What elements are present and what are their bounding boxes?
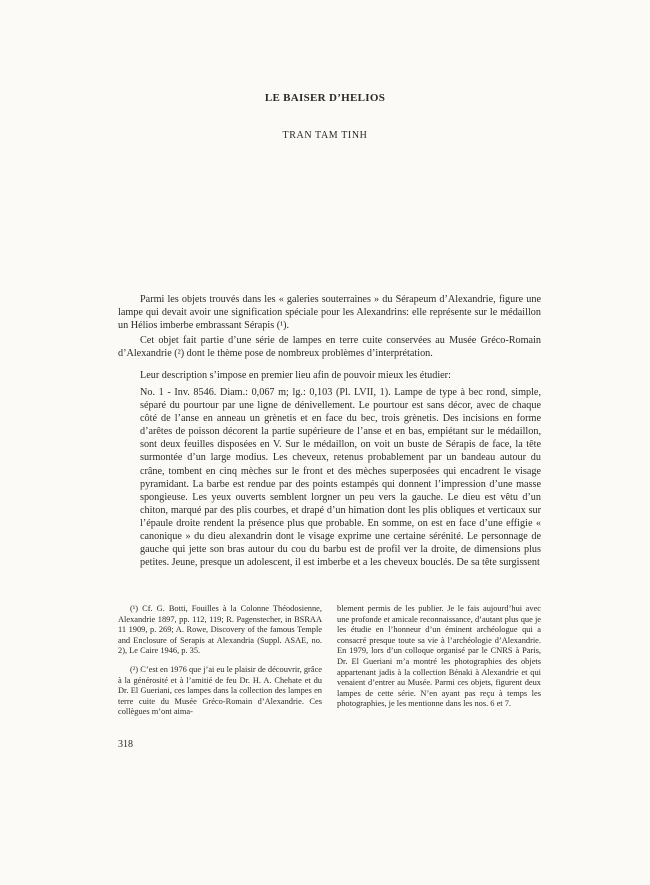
article-author: TRAN TAM TINH [282, 130, 368, 141]
body-paragraph-3: Leur description s’impose en premier lieu afin de pouvoir mieux les étudier: [140, 370, 451, 381]
page-number: 318 [118, 739, 133, 750]
footnotes-right-column [337, 604, 541, 726]
footnote-2-continued: blement permis de les publier. Je le fais aujourd’hui avec une profonde et amicale reconnaissance, d’autant plus que je les étudie en l’honneur d’un éminent archéologue qui a consacré presque toute sa vie à l’archéologie d’Alexandrie. En 1979, lors d’un colloque organisé par le CNRS à Paris, Dr. El Gueriani m’a montré les photographies des objets appartenant jadis à la collection Bénaki à Alexandrie et qui venaient d’entrer au Musée. Parmi ces objets, figurent deux lampes de cette série. N’en ayant pas reçu à temps les photographies, je les mentionne dans les nos. 6 et 7. [337, 604, 541, 709]
body-paragraph-2: Cet objet fait partie d’une série de lampes en terre cuite conservées au Musée Gréco-Romain d’Alexandrie (²) dont le thème pose de nombreux problèmes d’interprétation. [118, 335, 541, 360]
footnotes-left-column [118, 604, 322, 726]
footnotes [118, 604, 541, 726]
article-title: LE BAISER D’HELIOS [264, 92, 386, 104]
catalogue-entry-no-1: No. 1 - Inv. 8546. Diam.: 0,067 m; lg.: 0,103 (Pl. LVII, 1). Lampe de type à bec rond, simple, séparé du pourtour par une ligne de dénivellement. Le pourtour est sans décor, avec de chaque côté de l’anse en anneau un grènetis et en face du bec, trois grènetis. Des incisions en forme d’arêtes de poisson décorent la partie supérieure de l’anse et en bas, empiétant sur le médaillon, sont deux feuilles disposées en V. Sur le médaillon, on voit un buste de Sérapis de face, la tête surmontée d’un large modius. Les cheveux, retenus probablement par un bandeau autour du crâne, tombent en cinq mèches sur le front et des mèches superposées qui encadrent le visage pyramidant. La barbe est rendue par des points estampés qui donnent l’impression d’une masse spongieuse. Les yeux ouverts semblent lorgner un peu vers la gauche. Le dieu est vêtu d’un chiton, marqué par des plis courbes, et drapé d’un himation dont les plis obliques et verticaux sur l’épaule droite rendent la présence plus que probable. En somme, on est en face d’une effigie « canonique » du dieu alexandrin dont le visage exprime une certaine sérénité. Le personnage de gauche qui jette son bras autour du cou du barbu est de profil ver la droite, de dimensions plus petites. Jeune, presque un adolescent, il est imberbe et a les cheveux bouclés. De sa tête surgissent [140, 387, 541, 569]
footnote-2: (²) C’est en 1976 que j’ai eu le plaisir de découvrir, grâce à la générosité et à l’amitié de feu Dr. H. A. Chehate et du Dr. El Gueriani, ces lampes dans la collection des lampes en terre cuite du Musée Gréco-Romain d’Alexandrie. Ces collègues m’ont aima- [118, 664, 322, 717]
footnote-1: (¹) Cf. G. Botti, Fouilles à la Colonne Théodosienne, Alexandrie 1897, pp. 112, 119; R. Pagenstecher, in BSRAA 11 1909, p. 269; A. Rowe, Discovery of the famous Temple and Enclosure of Serapis at Alexandria (Suppl. ASAE, no. 2), Le Caire 1946, p. 35. [118, 604, 322, 656]
body-paragraph-1: Parmi les objets trouvés dans les « galeries souterraines » du Sérapeum d’Alexandrie, figure une lampe qui devait avoir une signification spéciale pour les Alexandrins: elle représente sur le médaillon un Hélios imberbe embrassant Sérapis (¹). [118, 294, 541, 332]
